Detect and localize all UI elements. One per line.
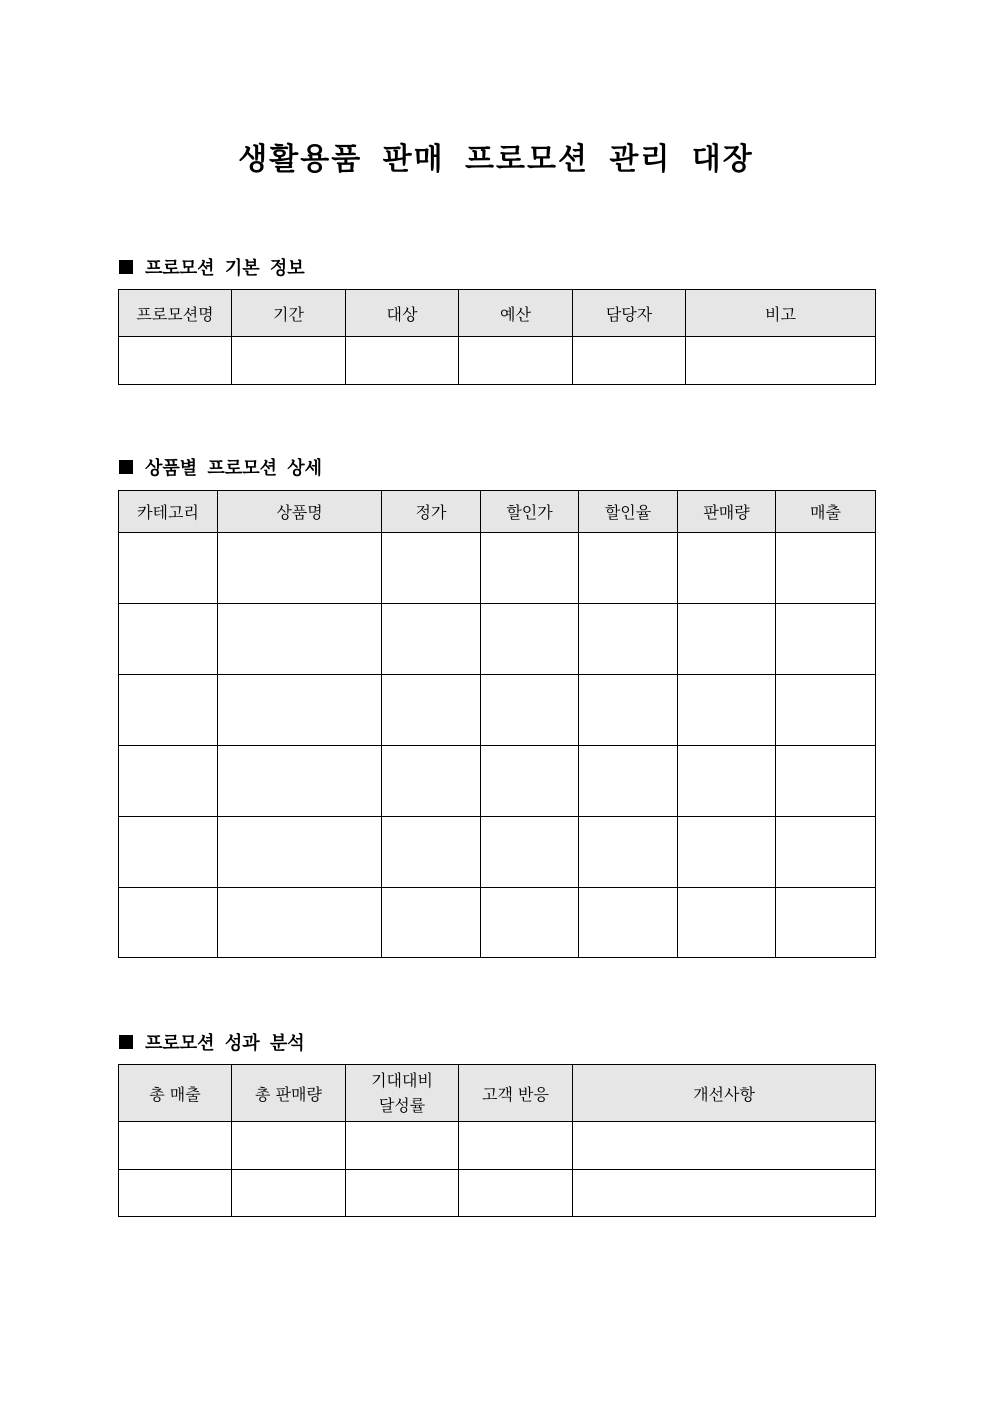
section-heading-label: 상품별 프로모션 상세 bbox=[145, 458, 323, 479]
performance-analysis-table bbox=[118, 1064, 876, 1217]
table-cell[interactable] bbox=[382, 888, 481, 958]
table-cell[interactable] bbox=[579, 533, 678, 604]
table-cell[interactable] bbox=[382, 817, 481, 888]
table-cell[interactable] bbox=[119, 817, 218, 888]
table-cell[interactable] bbox=[119, 604, 218, 675]
table-cell[interactable] bbox=[686, 337, 876, 385]
header-line: 기대대비 bbox=[371, 1071, 433, 1090]
header-cell: 판매량 bbox=[678, 491, 776, 533]
product-detail-table bbox=[118, 490, 876, 958]
header-cell: 예산 bbox=[459, 290, 573, 337]
section-heading-analysis bbox=[119, 1029, 305, 1055]
table-cell[interactable] bbox=[459, 1170, 573, 1217]
header-cell: 카테고리 bbox=[119, 491, 218, 533]
header-cell: 총 판매량 bbox=[232, 1065, 346, 1122]
header-cell: 개선사항 bbox=[573, 1065, 876, 1122]
table-row bbox=[119, 888, 876, 958]
table-cell[interactable] bbox=[218, 888, 382, 958]
header-cell-two-line bbox=[346, 1065, 459, 1122]
table-cell[interactable] bbox=[573, 1170, 876, 1217]
header-cell: 정가 bbox=[382, 491, 481, 533]
table-cell[interactable] bbox=[776, 888, 876, 958]
table-row bbox=[119, 1170, 876, 1217]
header-cell: 할인가 bbox=[481, 491, 579, 533]
table-cell[interactable] bbox=[459, 1122, 573, 1170]
header-cell: 총 매출 bbox=[119, 1065, 232, 1122]
header-cell: 고객 반응 bbox=[459, 1065, 573, 1122]
table-cell[interactable] bbox=[678, 604, 776, 675]
section-heading-basic bbox=[119, 254, 305, 280]
table-cell[interactable] bbox=[119, 337, 232, 385]
table-cell[interactable] bbox=[119, 533, 218, 604]
table-cell[interactable] bbox=[481, 604, 579, 675]
table-cell[interactable] bbox=[119, 1122, 232, 1170]
header-cell: 담당자 bbox=[573, 290, 686, 337]
header-cell: 비고 bbox=[686, 290, 876, 337]
table-cell[interactable] bbox=[218, 604, 382, 675]
header-cell: 대상 bbox=[346, 290, 459, 337]
table-cell[interactable] bbox=[579, 746, 678, 817]
table-header-row bbox=[119, 1065, 876, 1122]
table-row bbox=[119, 1122, 876, 1170]
table-cell[interactable] bbox=[776, 817, 876, 888]
square-bullet-icon bbox=[119, 260, 133, 274]
header-cell: 프로모션명 bbox=[119, 290, 232, 337]
table-cell[interactable] bbox=[678, 817, 776, 888]
table-cell[interactable] bbox=[382, 675, 481, 746]
table-cell[interactable] bbox=[573, 337, 686, 385]
table-cell[interactable] bbox=[678, 888, 776, 958]
table-header-row bbox=[119, 290, 876, 337]
table-cell[interactable] bbox=[678, 675, 776, 746]
table-cell[interactable] bbox=[119, 746, 218, 817]
square-bullet-icon bbox=[119, 1035, 133, 1049]
table-cell[interactable] bbox=[382, 604, 481, 675]
table-cell[interactable] bbox=[119, 888, 218, 958]
section-heading-detail bbox=[119, 454, 322, 480]
table-cell[interactable] bbox=[119, 675, 218, 746]
table-cell[interactable] bbox=[382, 533, 481, 604]
table-cell[interactable] bbox=[481, 817, 579, 888]
table-cell[interactable] bbox=[218, 533, 382, 604]
basic-info-table bbox=[118, 289, 876, 385]
table-cell[interactable] bbox=[232, 337, 346, 385]
page-title: 생활용품 판매 프로모션 관리 대장 bbox=[238, 142, 754, 177]
table-row bbox=[119, 817, 876, 888]
table-row bbox=[119, 675, 876, 746]
header-line: 달성률 bbox=[378, 1096, 426, 1115]
square-bullet-icon bbox=[119, 460, 133, 474]
table-cell[interactable] bbox=[481, 746, 579, 817]
table-cell[interactable] bbox=[218, 675, 382, 746]
header-cell: 기간 bbox=[232, 290, 346, 337]
table-cell[interactable] bbox=[678, 533, 776, 604]
table-cell[interactable] bbox=[481, 888, 579, 958]
table-cell[interactable] bbox=[232, 1170, 346, 1217]
table-row bbox=[119, 604, 876, 675]
table-cell[interactable] bbox=[459, 337, 573, 385]
table-cell[interactable] bbox=[218, 746, 382, 817]
table-cell[interactable] bbox=[579, 817, 678, 888]
table-cell[interactable] bbox=[573, 1122, 876, 1170]
section-heading-label: 프로모션 성과 분석 bbox=[145, 1033, 305, 1054]
header-cell: 할인율 bbox=[579, 491, 678, 533]
table-cell[interactable] bbox=[119, 1170, 232, 1217]
table-cell[interactable] bbox=[481, 675, 579, 746]
table-cell[interactable] bbox=[382, 746, 481, 817]
table-cell[interactable] bbox=[346, 337, 459, 385]
table-cell[interactable] bbox=[579, 888, 678, 958]
table-cell[interactable] bbox=[776, 746, 876, 817]
header-cell: 상품명 bbox=[218, 491, 382, 533]
table-cell[interactable] bbox=[579, 675, 678, 746]
table-row bbox=[119, 337, 876, 385]
table-cell[interactable] bbox=[776, 604, 876, 675]
table-header-row bbox=[119, 491, 876, 533]
table-cell[interactable] bbox=[776, 675, 876, 746]
section-heading-label: 프로모션 기본 정보 bbox=[145, 258, 305, 279]
table-cell[interactable] bbox=[232, 1122, 346, 1170]
table-row bbox=[119, 746, 876, 817]
table-cell[interactable] bbox=[776, 533, 876, 604]
table-cell[interactable] bbox=[579, 604, 678, 675]
table-cell[interactable] bbox=[481, 533, 579, 604]
table-row bbox=[119, 533, 876, 604]
header-cell: 매출 bbox=[776, 491, 876, 533]
table-cell[interactable] bbox=[218, 817, 382, 888]
table-cell[interactable] bbox=[346, 1170, 459, 1217]
table-cell[interactable] bbox=[346, 1122, 459, 1170]
table-cell[interactable] bbox=[678, 746, 776, 817]
